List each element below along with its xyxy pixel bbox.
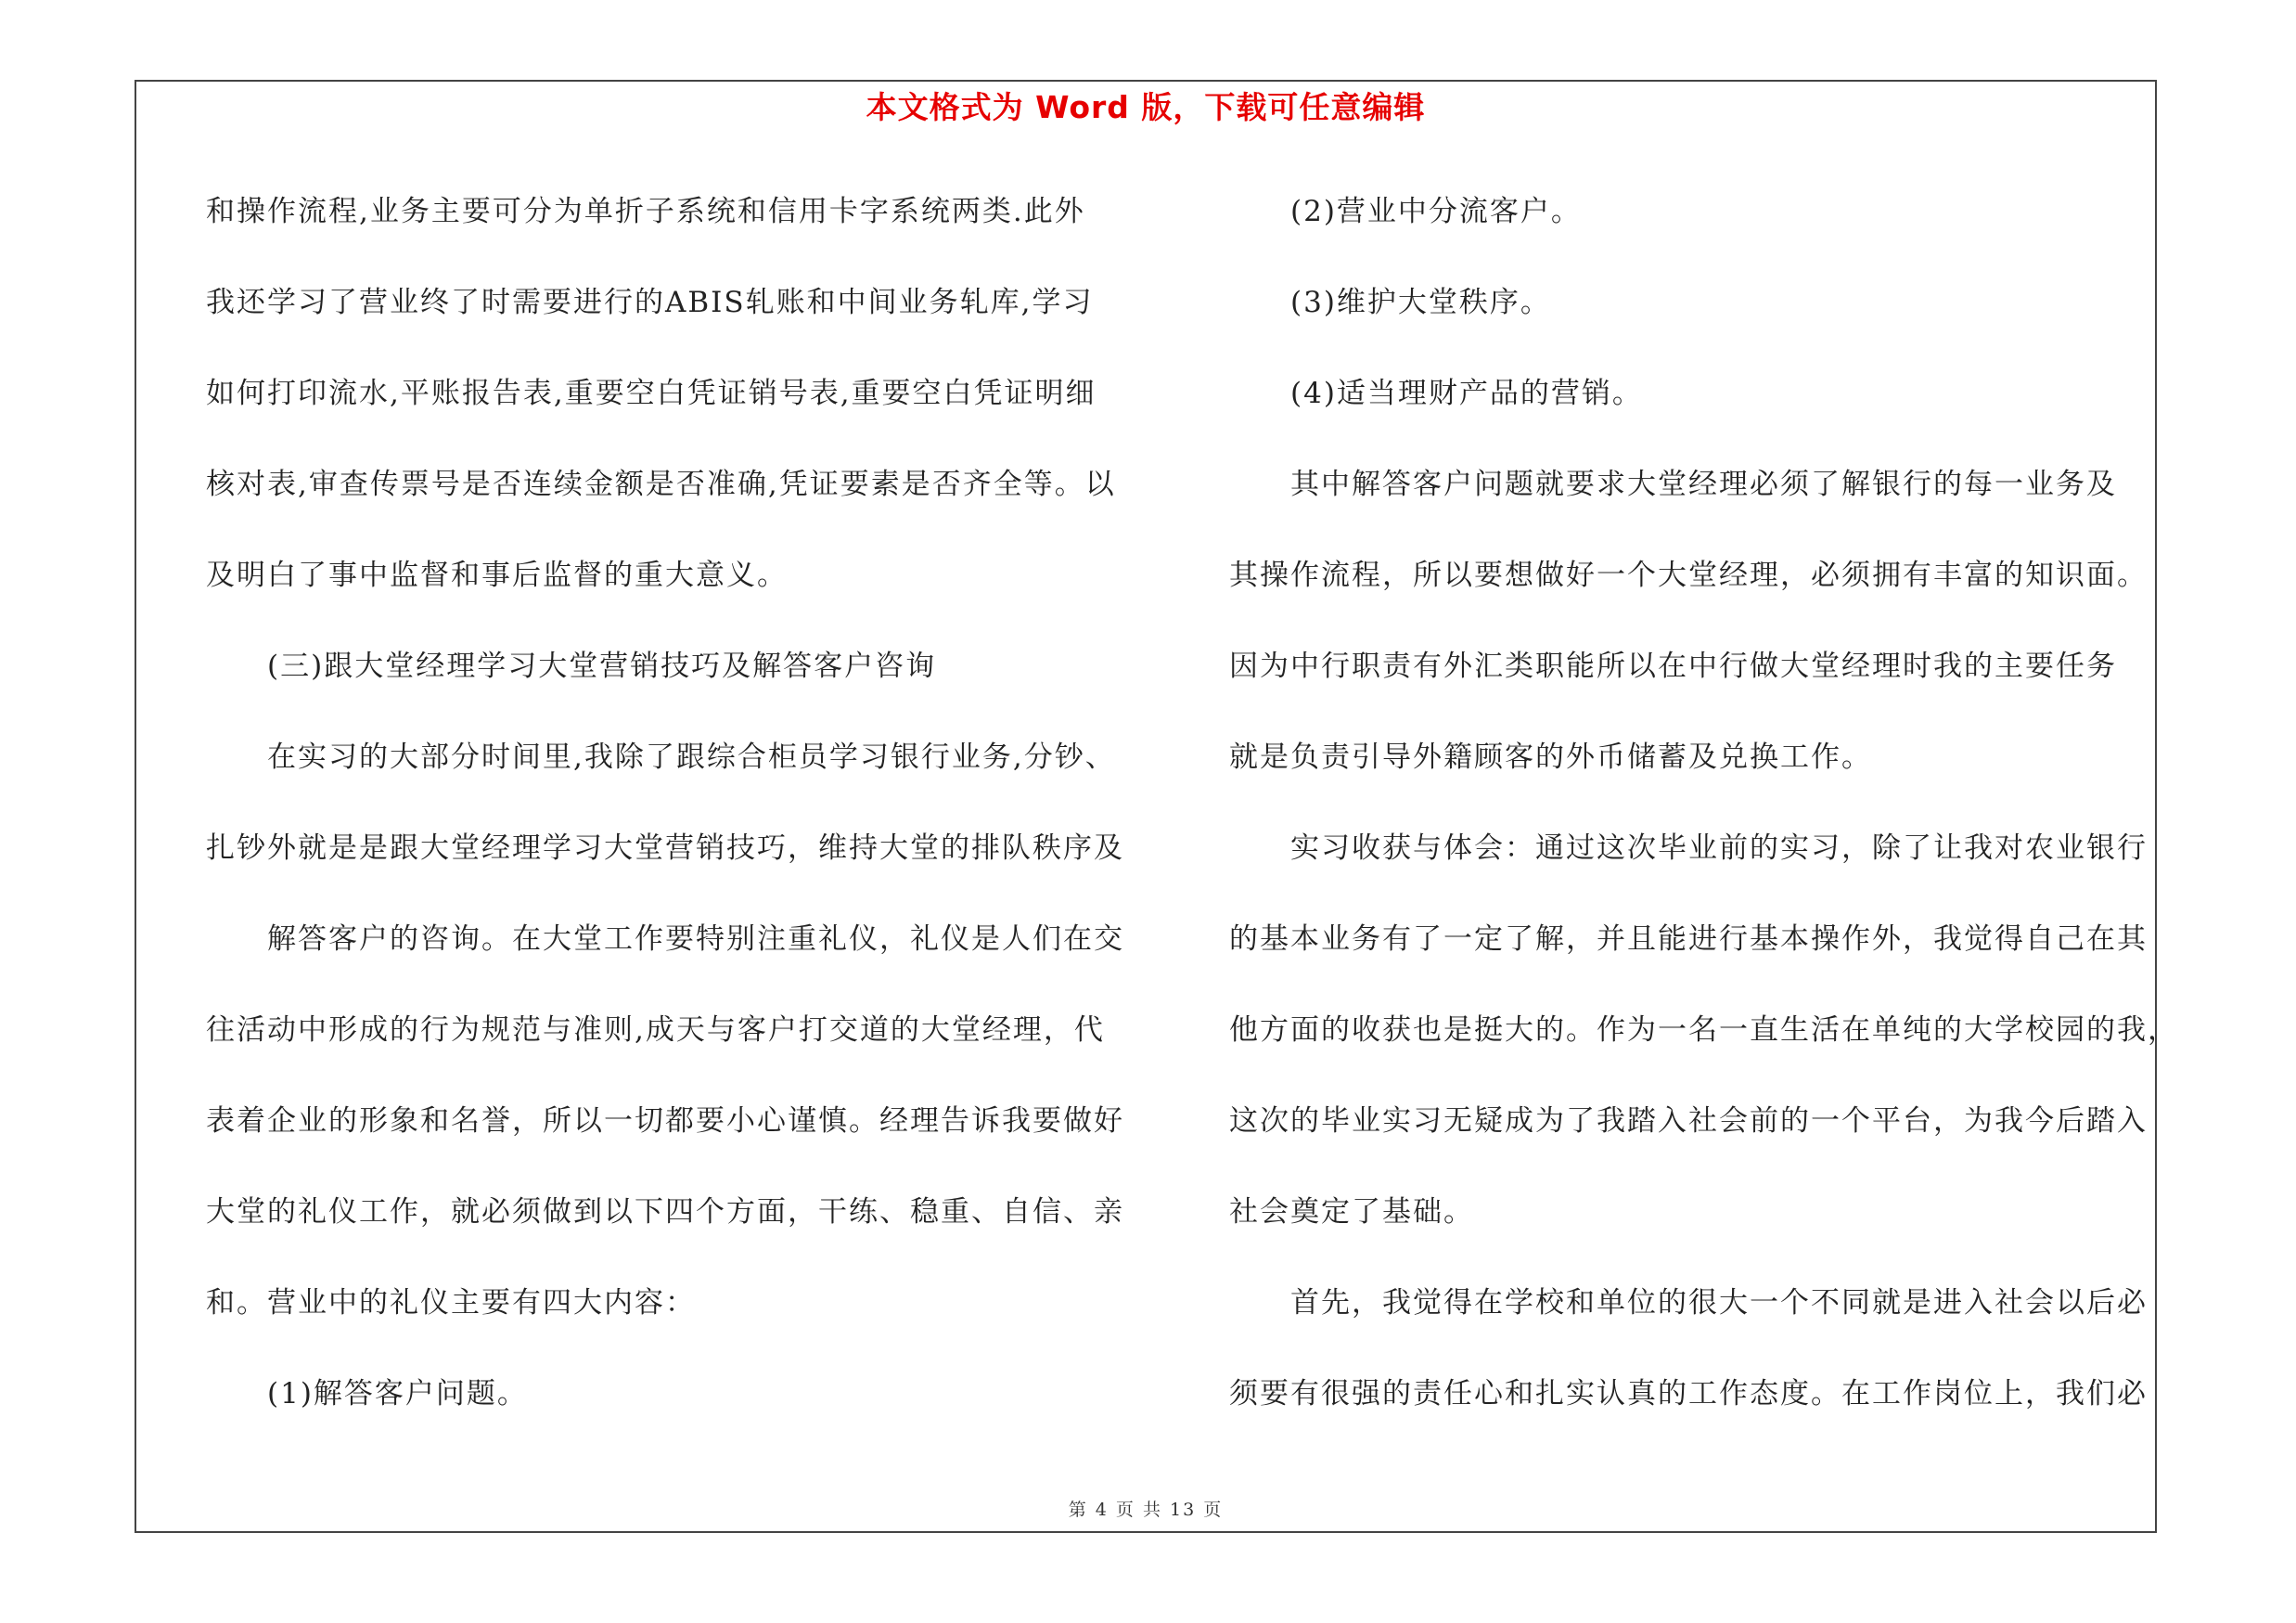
text-line: 和操作流程,业务主要可分为单折子系统和信用卡字系统两类.此外 (206, 195, 1085, 228)
text-line: 他方面的收获也是挺大的。作为一名一直生活在单纯的大学校园的我， (1229, 1013, 2178, 1047)
text-line: 其操作流程，所以要想做好一个大堂经理，必须拥有丰富的知识面。 (1229, 559, 2148, 592)
text-line: 大堂的礼仪工作，就必须做到以下四个方面，干练、稳重、自信、亲 (206, 1195, 1124, 1229)
text-line: 首先，我觉得在学校和单位的很大一个不同就是进入社会以后必 (1290, 1286, 2148, 1320)
left-text-column (206, 184, 1134, 1457)
text-line: 往活动中形成的行为规范与准则,成天与客户打交道的大堂经理，代 (206, 1013, 1105, 1047)
text-line: 在实习的大部分时间里,我除了跟综合柜员学习银行业务,分钞、 (267, 741, 1116, 774)
text-line: 就是负责引导外籍顾客的外币储蓄及兑换工作。 (1229, 741, 1872, 774)
text-line: 实习收获与体会：通过这次毕业前的实习，除了让我对农业银行 (1290, 831, 2148, 865)
text-line: 社会奠定了基础。 (1229, 1195, 1474, 1229)
text-line: 须要有很强的责任心和扎实认真的工作态度。在工作岗位上，我们必 (1229, 1377, 2148, 1410)
text-line: 这次的毕业实习无疑成为了我踏入社会前的一个平台，为我今后踏入 (1229, 1104, 2148, 1138)
page-number-footer: 第 4 页 共 13 页 (1068, 1500, 1224, 1520)
text-line: (2)营业中分流客户。 (1290, 195, 1582, 228)
right-text-column (1229, 184, 2178, 1457)
text-line: 解答客户的咨询。在大堂工作要特别注重礼仪，礼仪是人们在交 (267, 922, 1124, 956)
format-banner: 本文格式为 Word 版，下载可任意编辑 (866, 89, 1426, 125)
text-line: 因为中行职责有外汇类职能所以在中行做大堂经理时我的主要任务 (1229, 650, 2117, 683)
text-line: (3)维护大堂秩序。 (1290, 286, 1551, 319)
text-line: (4)适当理财产品的营销。 (1290, 377, 1643, 410)
text-line: 表着企业的形象和名誉，所以一切都要小心谨慎。经理告诉我要做好 (206, 1104, 1124, 1138)
text-line: 扎钞外就是是跟大堂经理学习大堂营销技巧，维持大堂的排队秩序及 (206, 831, 1124, 865)
text-line: 的基本业务有了一定了解，并且能进行基本操作外，我觉得自己在其 (1229, 922, 2148, 956)
text-line: 及明白了事中监督和事后监督的重大意义。 (206, 559, 788, 592)
text-line: 我还学习了营业终了时需要进行的ABIS轧账和中间业务轧库,学习 (206, 286, 1094, 319)
text-line: 核对表,审查传票号是否连续金额是否准确,凭证要素是否齐全等。以 (206, 468, 1116, 501)
text-line: (三)跟大堂经理学习大堂营销技巧及解答客户咨询 (267, 650, 937, 683)
text-line: 和。营业中的礼仪主要有四大内容： (206, 1286, 696, 1320)
text-line: (1)解答客户问题。 (267, 1377, 528, 1410)
text-line: 其中解答客户问题就要求大堂经理必须了解银行的每一业务及 (1290, 468, 2117, 501)
text-line: 如何打印流水,平账报告表,重要空白凭证销号表,重要空白凭证明细 (206, 377, 1097, 410)
